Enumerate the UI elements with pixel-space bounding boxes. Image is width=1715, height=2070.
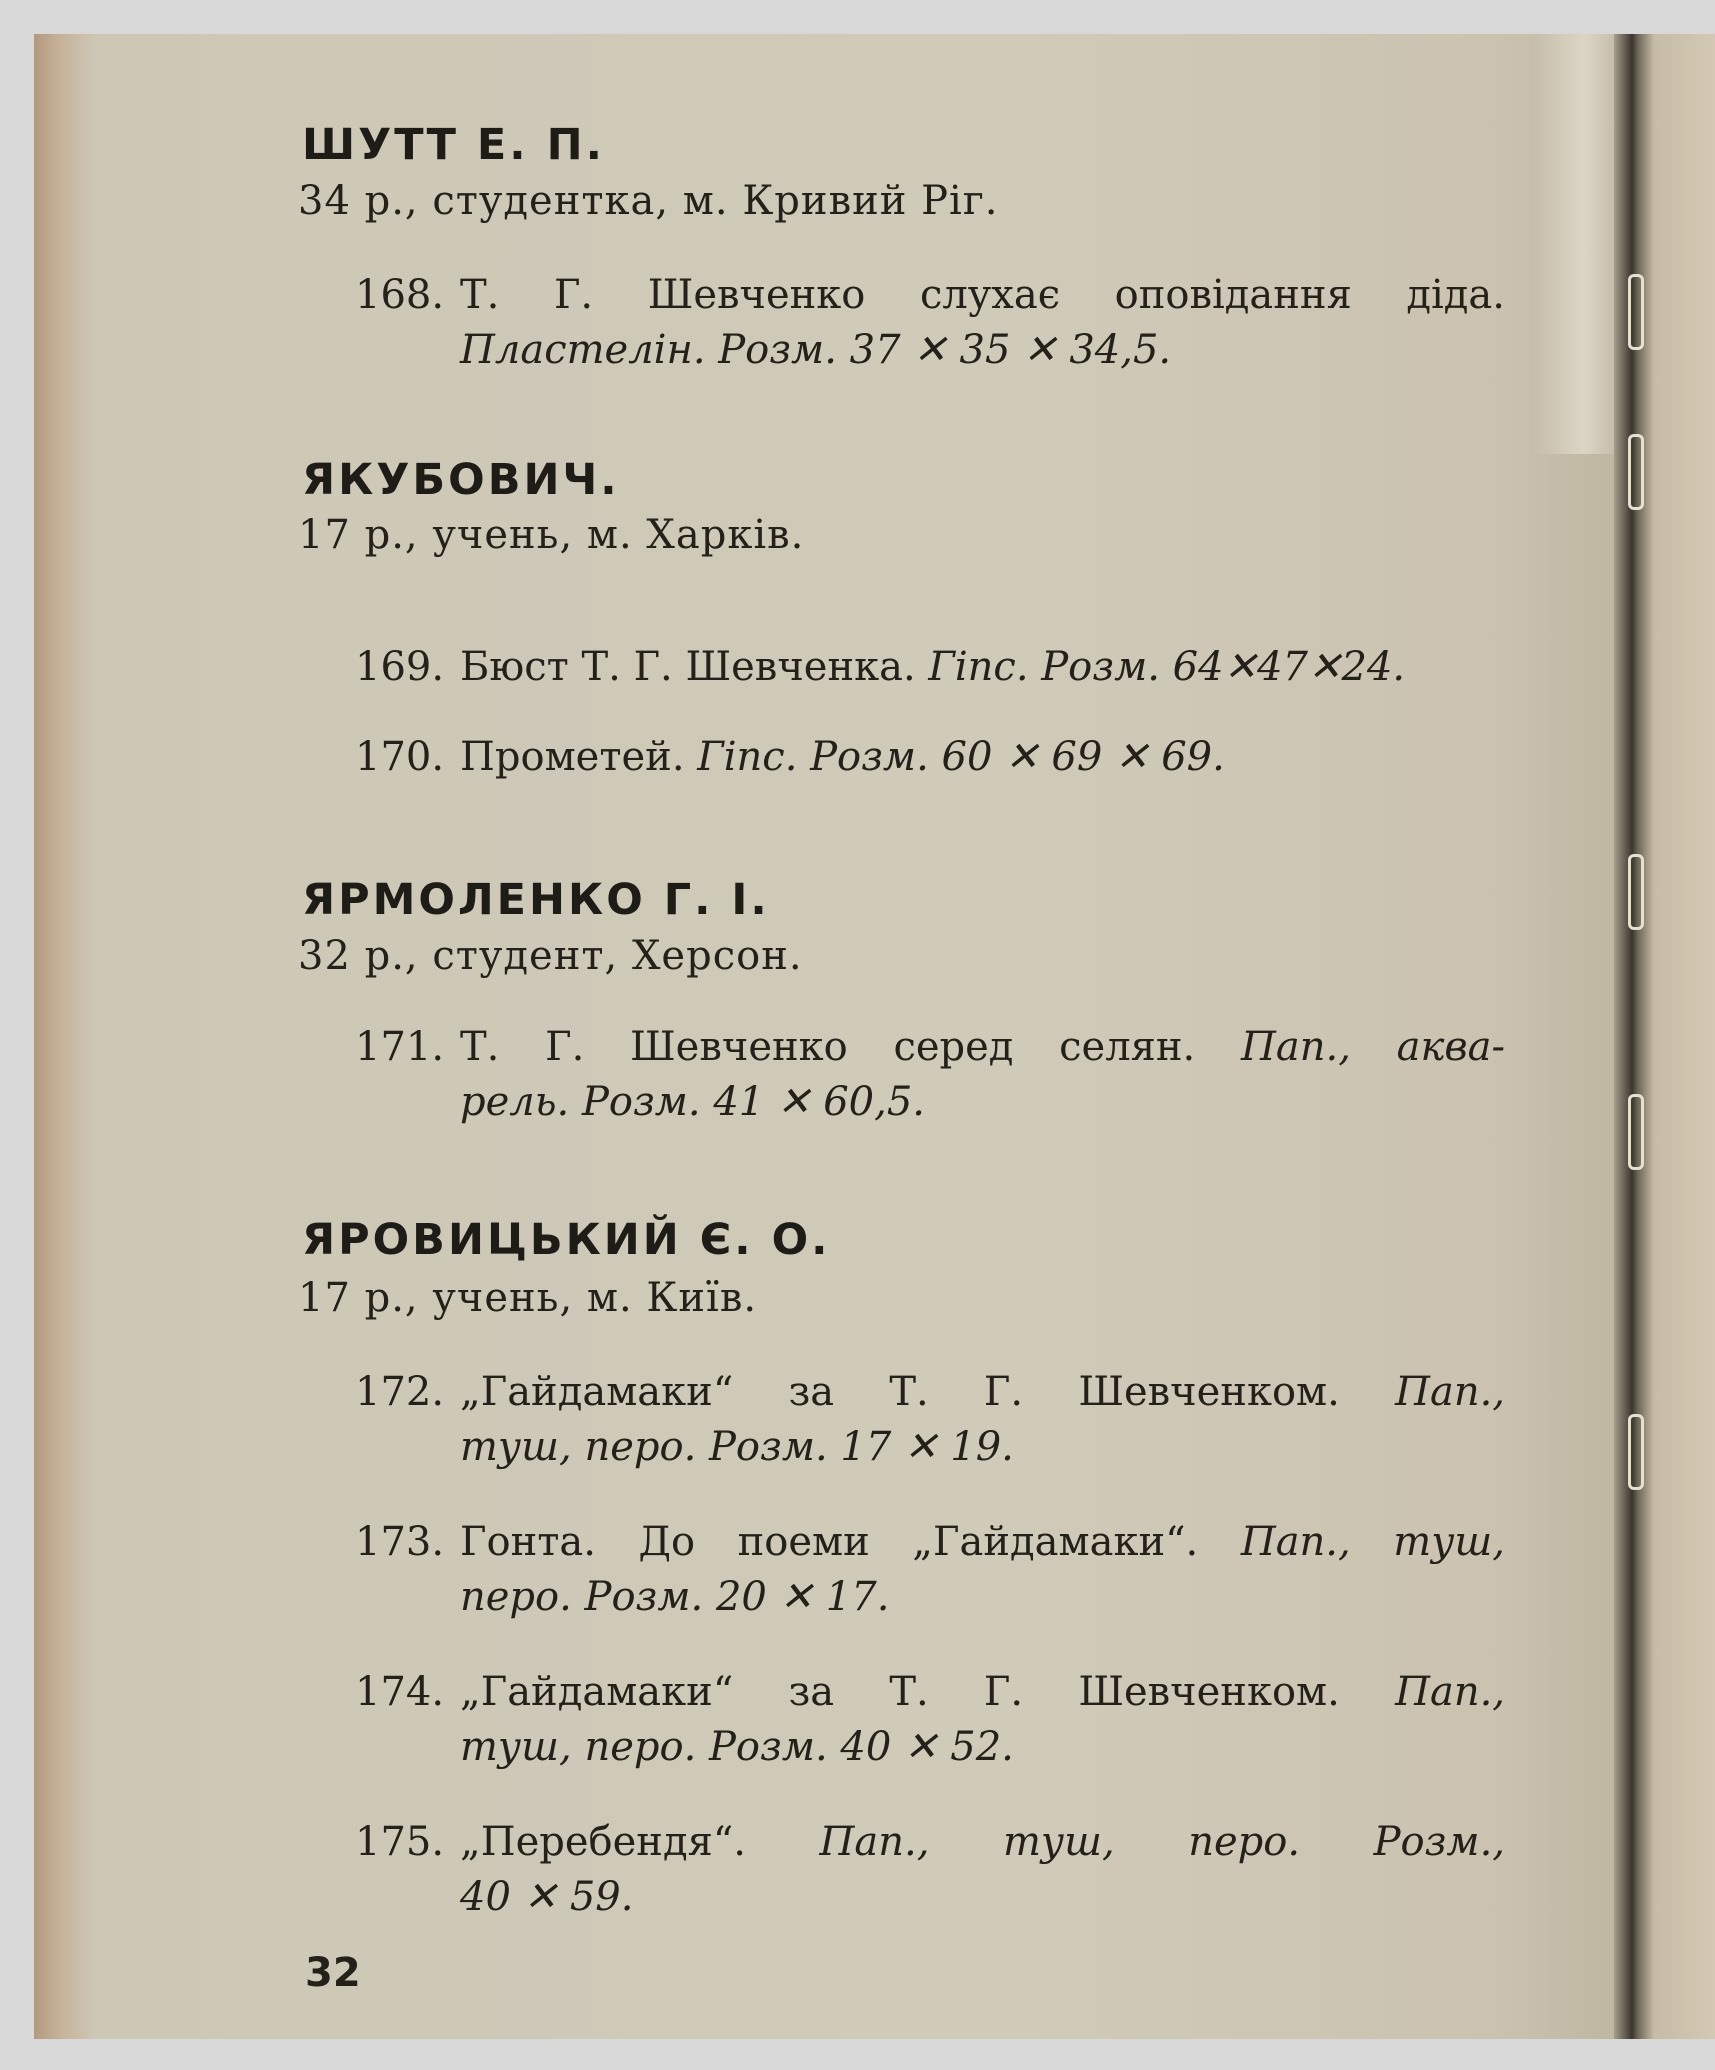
entry-details-continued: 40 ✕ 59.: [460, 1874, 634, 1920]
entry-details: Пап., туш,: [1240, 1519, 1506, 1565]
facing-page-edge: [1654, 34, 1715, 2039]
artist-info: 34 р., студентка, м. Кривий Ріг.: [298, 178, 999, 224]
entry-details-continued: рель. Розм. 41 ✕ 60,5.: [460, 1079, 925, 1125]
catalog-entry: [355, 730, 1505, 785]
entry-title: Гонта. До поеми „Гайдамаки“.: [460, 1519, 1199, 1565]
catalog-entry: [355, 1365, 1505, 1475]
binding-stitch: [1628, 854, 1644, 930]
binding-stitch: [1628, 434, 1644, 510]
artist-name: ШУТТ Е. П.: [302, 120, 605, 170]
catalog-entry: [355, 1515, 1505, 1625]
catalog-entry: [355, 1020, 1505, 1130]
entry-number: 170.: [355, 734, 445, 780]
entry-number: 174.: [355, 1669, 445, 1715]
entry-details: Пап.,: [1395, 1369, 1506, 1415]
entry-number: 175.: [355, 1819, 445, 1865]
binding-stitch: [1628, 274, 1644, 350]
artist-name: ЯРМОЛЕНКО Г. І.: [302, 875, 770, 925]
entry-details: Пластелін. Розм. 37 ✕ 35 ✕ 34,5.: [460, 327, 1172, 373]
entry-number: 173.: [355, 1519, 445, 1565]
entry-details: Пап., аква-: [1240, 1024, 1506, 1070]
artist-name: ЯКУБОВИЧ.: [302, 455, 620, 505]
entry-details-continued: туш, перо. Розм. 17 ✕ 19.: [460, 1424, 1014, 1470]
catalog-entry: [355, 1665, 1505, 1775]
entry-details-continued: перо. Розм. 20 ✕ 17.: [460, 1574, 890, 1620]
artist-info: 17 р., учень, м. Харків.: [298, 512, 805, 558]
entry-details: Гіпс. Розм. 60 ✕ 69 ✕ 69.: [697, 734, 1225, 780]
entry-number: 171.: [355, 1024, 445, 1070]
artist-info: 17 р., учень, м. Київ.: [298, 1275, 758, 1321]
entry-details: Пап.,: [1395, 1669, 1506, 1715]
entry-details: Пап., туш, перо. Розм.,: [819, 1819, 1506, 1865]
artist-name: ЯРОВИЦЬКИЙ Є. О.: [302, 1215, 831, 1265]
binding-stitch: [1628, 1414, 1644, 1490]
entry-title: Бюст Т. Г. Шевченка.: [460, 644, 916, 690]
catalog-entry: [355, 268, 1505, 378]
entry-number: 168.: [355, 272, 445, 318]
entry-title: „Гайдамаки“ за Т. Г. Шевченком.: [460, 1669, 1340, 1715]
binding-stitch: [1628, 1094, 1644, 1170]
page-number: 32: [305, 1950, 361, 1996]
entry-title: Т. Г. Шевченко слухає оповідання діда.: [460, 272, 1505, 318]
entry-title: „Гайдамаки“ за Т. Г. Шевченком.: [460, 1369, 1340, 1415]
entry-details: Гіпс. Розм. 64✕47✕24.: [928, 644, 1406, 690]
catalog-entry: [355, 640, 1505, 695]
entry-title: Прометей.: [460, 734, 685, 780]
entry-number: 172.: [355, 1369, 445, 1415]
entry-details-continued: туш, перо. Розм. 40 ✕ 52.: [460, 1724, 1014, 1770]
entry-title: Т. Г. Шевченко серед селян.: [460, 1024, 1196, 1070]
artist-info: 32 р., студент, Херсон.: [298, 933, 803, 979]
catalog-entry: [355, 1815, 1505, 1925]
entry-number: 169.: [355, 644, 445, 690]
page-edge: [34, 34, 94, 2039]
entry-title: „Перебендя“.: [460, 1819, 746, 1865]
page-tear: [1534, 34, 1624, 454]
